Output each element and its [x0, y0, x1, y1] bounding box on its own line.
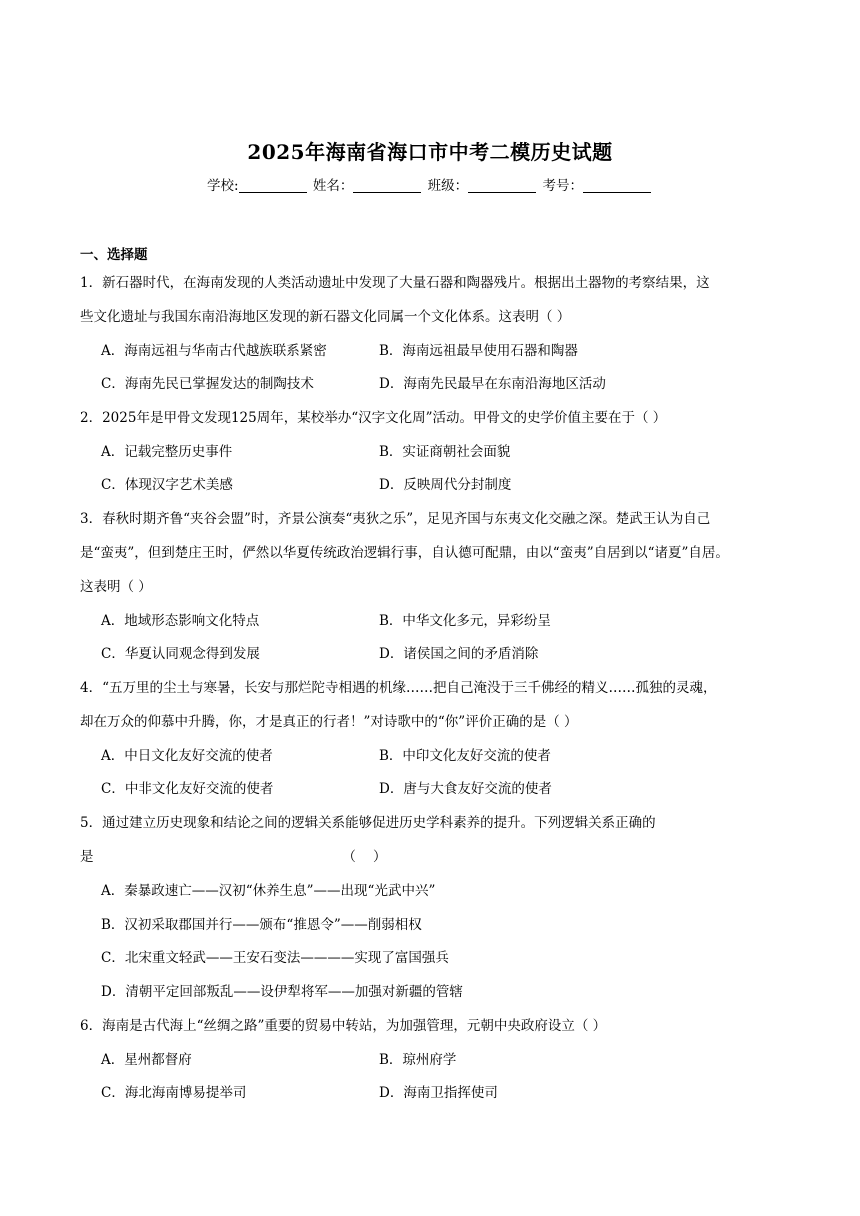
- question-5-option-a[interactable]: A．秦暴政速亡——汉初“休养生息”——出现“光武中兴”: [101, 883, 436, 899]
- question-4-option-b[interactable]: B．中印文化友好交流的使者: [379, 748, 551, 764]
- question-6-stem-line-1: 6．海南是古代海上“丝绸之路”重要的贸易中转站，为加强管理，元朝中央政府设立（ ）: [80, 1018, 607, 1034]
- question-3-option-a[interactable]: A．地域形态影响文化特点: [101, 613, 260, 629]
- question-1-stem-line-1: 1．新石器时代，在海南发现的人类活动遗址中发现了大量石器和陶器残片。根据出土器物的考察结果，这: [80, 275, 710, 291]
- question-3-stem-line-1: 3．春秋时期齐鲁“夹谷会盟”时，齐景公演奏“夷狄之乐”，足见齐国与东夷文化交融之深。楚武王认为自己: [80, 511, 711, 527]
- school-label: 学校:: [207, 178, 239, 194]
- question-4-option-a[interactable]: A．中日文化友好交流的使者: [101, 748, 273, 764]
- question-1-option-c[interactable]: C．海南先民已掌握发达的制陶技术: [101, 376, 314, 392]
- question-5-stem-line-1: 5．通过建立历史现象和结论之间的逻辑关系能够促进历史学科素养的提升。下列逻辑关系正确的: [80, 815, 656, 831]
- question-4-option-c[interactable]: C．中非文化友好交流的使者: [101, 781, 274, 797]
- question-2-stem-line-1: 2．2025年是甲骨文发现125周年，某校举办“汉字文化周”活动。甲骨文的史学价值主要在于（ ）: [80, 410, 667, 426]
- question-1-option-a[interactable]: A．海南远祖与华南古代越族联系紧密: [101, 343, 327, 359]
- question-2-option-d[interactable]: D．反映周代分封制度: [379, 477, 512, 493]
- exam-title: 2025年海南省海口市中考二模历史试题: [247, 140, 613, 164]
- name-blank[interactable]: [353, 179, 421, 193]
- question-3-option-d[interactable]: D．诸侯国之间的矛盾消除: [379, 646, 539, 662]
- question-3-option-b[interactable]: B．中华文化多元，异彩纷呈: [379, 613, 551, 629]
- class-label: 班级：: [427, 178, 469, 194]
- question-6-option-a[interactable]: A．星州都督府: [101, 1052, 192, 1068]
- question-3-stem-line-2: 是“蛮夷”，但到楚庄王时，俨然以华夏传统政治逻辑行事，自认德可配鼎，由以“蛮夷”自居到以“诸夏”自居。: [80, 545, 729, 561]
- school-blank[interactable]: [239, 179, 307, 193]
- question-1-option-b[interactable]: B．海南远祖最早使用石器和陶器: [379, 343, 578, 359]
- question-2-option-b[interactable]: B．实证商朝社会面貌: [379, 444, 511, 460]
- question-2-option-c[interactable]: C．体现汉字艺术美感: [101, 477, 233, 493]
- class-blank[interactable]: [468, 179, 536, 193]
- question-1-option-d[interactable]: D．海南先民最早在东南沿海地区活动: [379, 376, 606, 392]
- question-4-stem-line-1: 4．“五万里的尘土与寒暑，长安与那烂陀寺相遇的机缘……把自己淹没于三千佛经的精义……孤独的灵魂，: [80, 680, 717, 696]
- question-6-option-b[interactable]: B．琼州府学: [379, 1052, 457, 1068]
- question-5-option-d[interactable]: D．清朝平定回部叛乱——设伊犁将军——加强对新疆的管辖: [101, 984, 463, 1000]
- section-heading: 一、选择题: [80, 247, 148, 263]
- exam-number-label: 考号：: [542, 178, 583, 194]
- name-label: 姓名：: [312, 178, 354, 194]
- question-4-option-d[interactable]: D．唐与大食友好交流的使者: [379, 781, 552, 797]
- student-info-line: [0, 174, 860, 194]
- exam-number-blank[interactable]: [583, 179, 651, 193]
- question-5-option-b[interactable]: B．汉初采取郡国并行——颁布“推恩令”——削弱相权: [101, 917, 422, 933]
- question-1-stem-line-2: 些文化遗址与我国东南沿海地区发现的新石器文化同属一个文化体系。这表明（ ）: [80, 309, 571, 325]
- question-6-option-c[interactable]: C．海北海南博易提举司: [101, 1085, 247, 1101]
- question-3-option-c[interactable]: C．华夏认同观念得到发展: [101, 646, 260, 662]
- question-5-stem-line-2: 是 （ ）: [80, 849, 387, 865]
- question-5-option-c[interactable]: C．北宋重文轻武——王安石变法————实现了富国强兵: [101, 950, 449, 966]
- question-2-option-a[interactable]: A．记载完整历史事件: [101, 444, 233, 460]
- question-4-stem-line-2: 却在万众的仰慕中升腾，你，才是真正的行者！”对诗歌中的“你”评价正确的是（ ）: [80, 714, 578, 730]
- question-3-stem-line-3: 这表明（ ）: [80, 579, 152, 595]
- question-6-option-d[interactable]: D．海南卫指挥使司: [379, 1085, 498, 1101]
